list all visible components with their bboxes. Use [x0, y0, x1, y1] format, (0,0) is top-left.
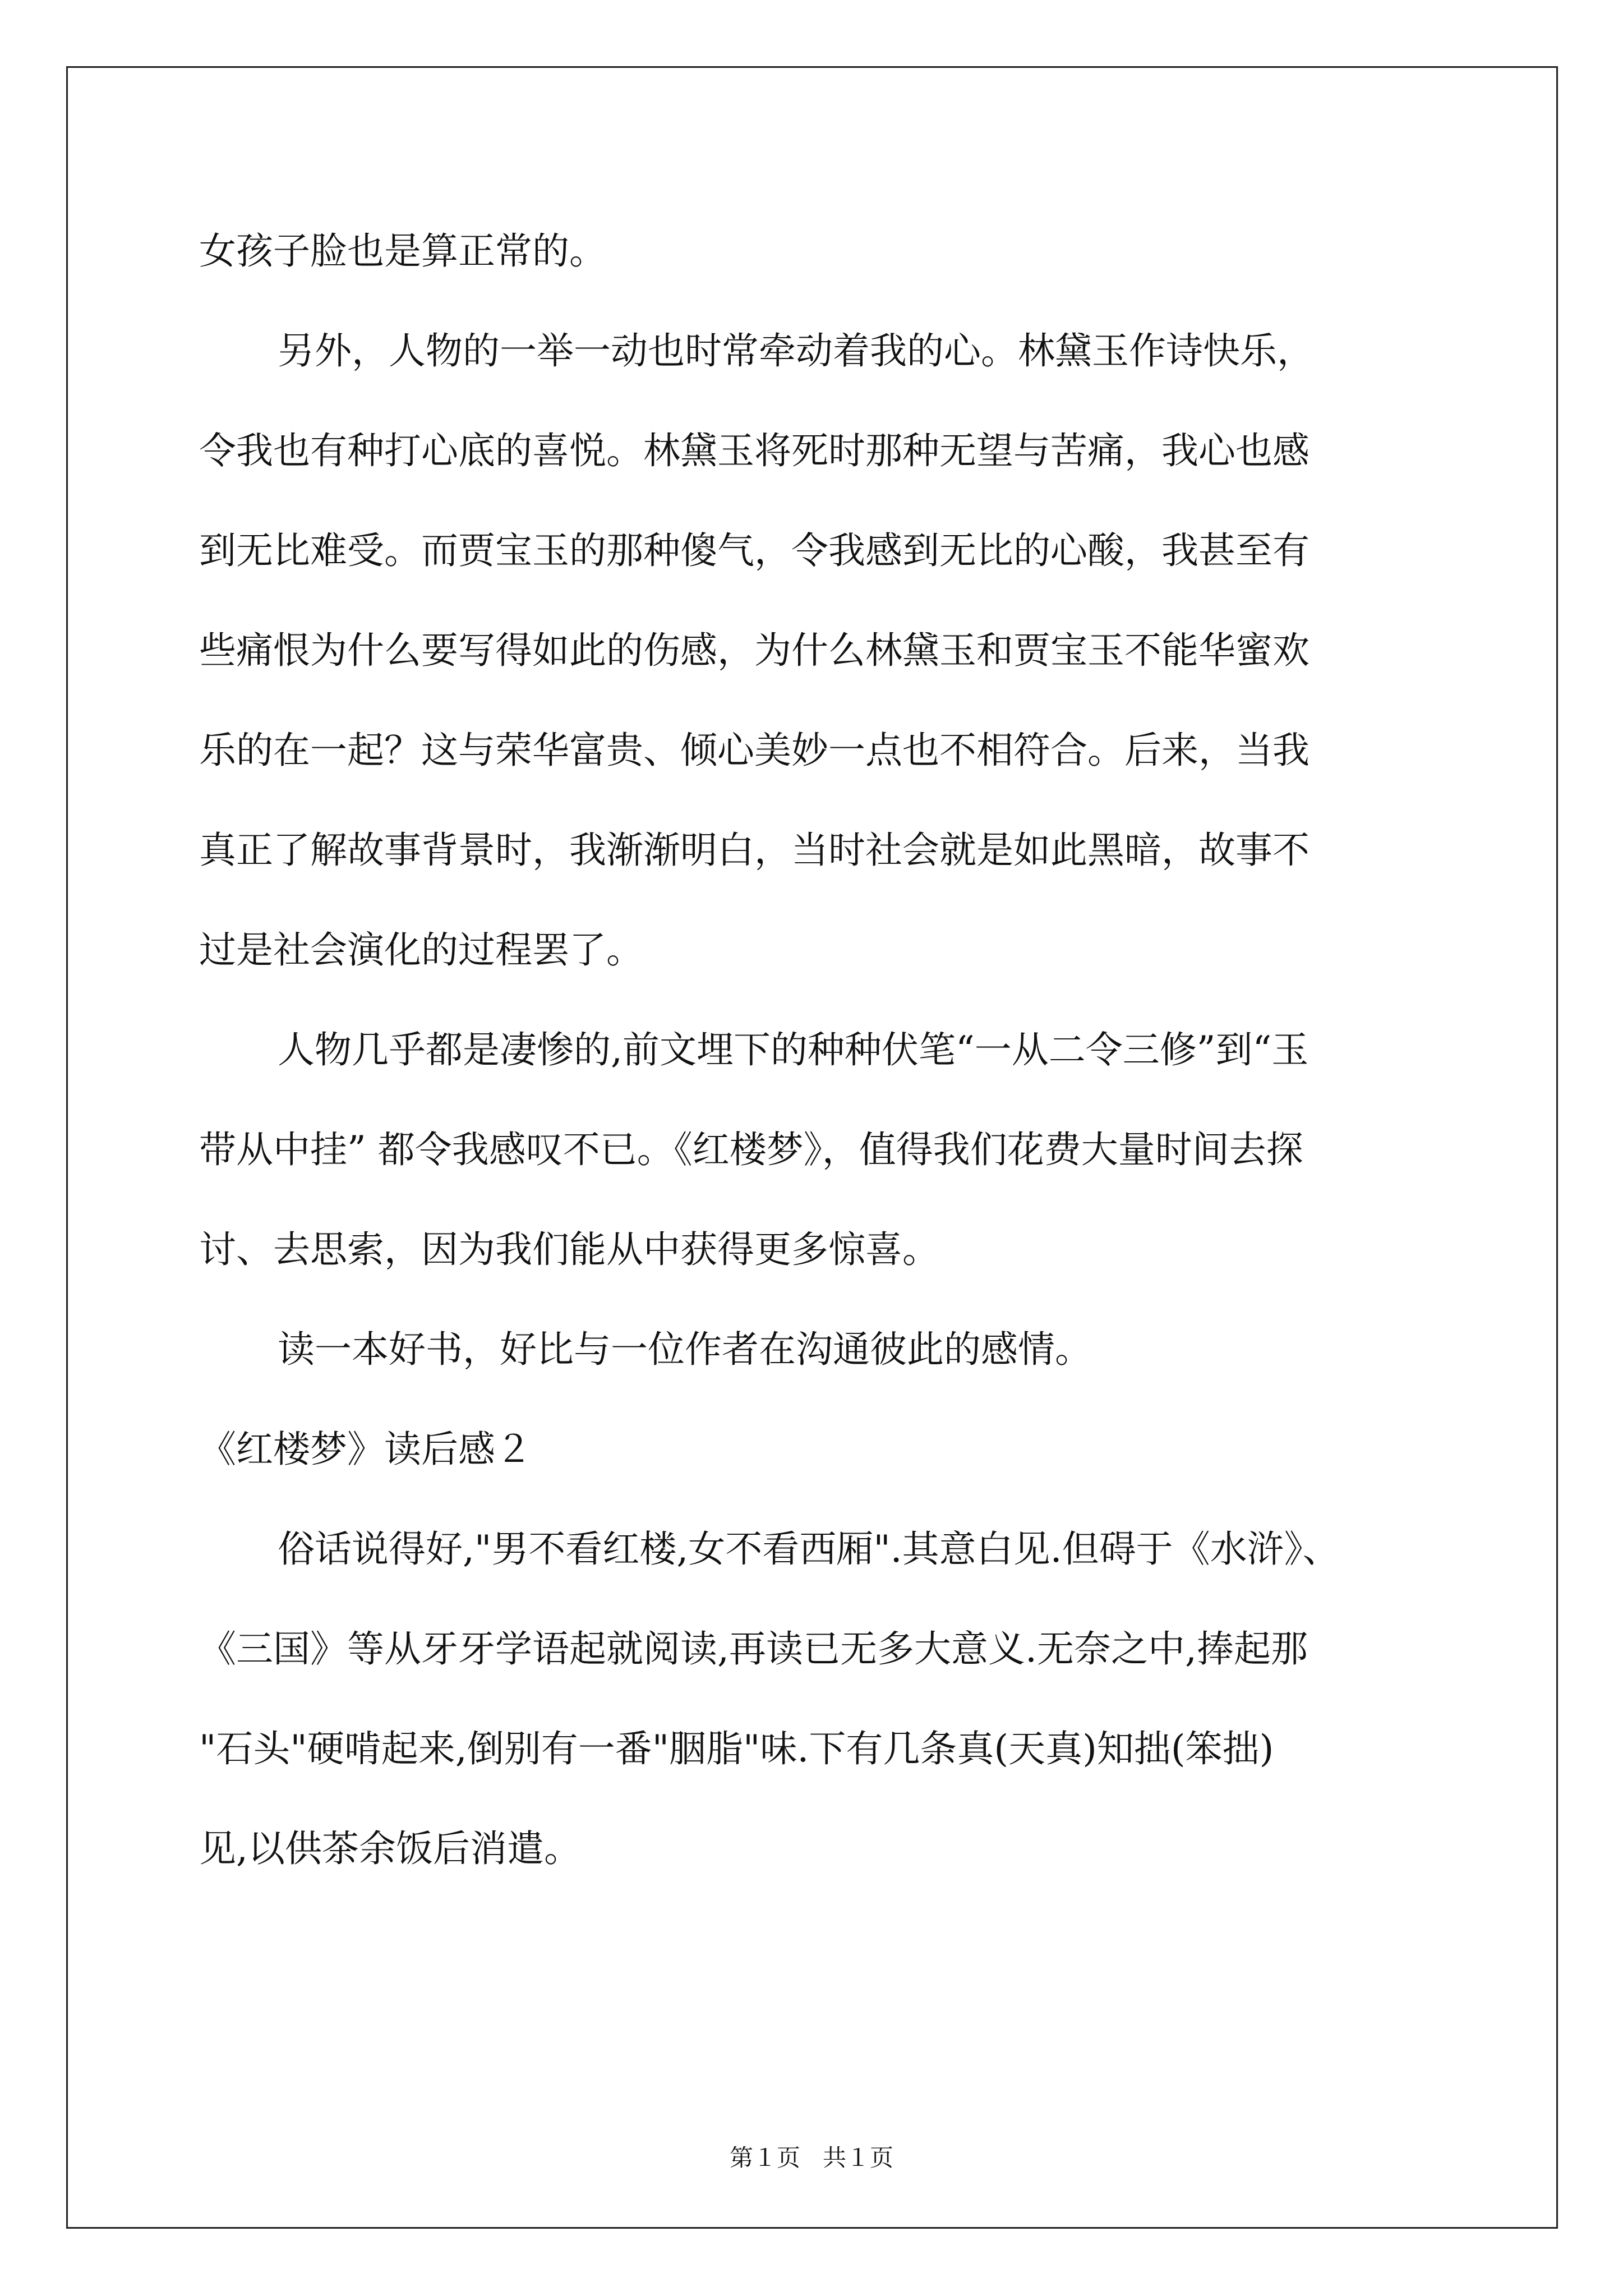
text-line: 见,以供茶余饭后消遣。 — [199, 1827, 581, 1870]
text-line: 过是社会演化的过程罢了。 — [199, 928, 643, 972]
text-line: 令我也有种打心底的喜悦。林黛玉将死时那种无望与苦痛，我心也感 — [199, 429, 1310, 472]
text-line: 乐的在一起？这与荣华富贵、倾心美妙一点也不相符合。后来，当我 — [199, 729, 1310, 772]
text-line: 讨、去思索，因为我们能从中获得更多惊喜。 — [199, 1228, 939, 1271]
text-line: 带从中挂” 都令我感叹不已。《红楼梦》，值得我们花费大量时间去探 — [199, 1128, 1303, 1171]
page-footer: 第１页 共１页 — [729, 2144, 894, 2171]
text-line: 真正了解故事背景时，我渐渐明白，当时社会就是如此黑暗，故事不 — [199, 829, 1310, 872]
text-line: 俗话说得好,"男不看红楼,女不看西厢".其意白见.但碍于《水浒》、 — [278, 1527, 1340, 1571]
text-line: "石头"硬啃起来,倒别有一番"胭脂"味.下有几条真(天真)知拙(笨拙) — [199, 1727, 1274, 1770]
section-title: 《红楼梦》读后感２ — [199, 1428, 532, 1471]
text-line: 《三国》等从牙牙学语起就阅读,再读已无多大意义.无奈之中,捧起那 — [199, 1627, 1308, 1671]
text-line: 些痛恨为什么要写得如此的伤感，为什么林黛玉和贾宝玉不能华蜜欢 — [199, 629, 1310, 672]
text-line: 另外，人物的一举一动也时常牵动着我的心。林黛玉作诗快乐， — [278, 329, 1314, 372]
text-line: 到无比难受。而贾宝玉的那种傻气，令我感到无比的心酸，我甚至有 — [199, 529, 1310, 572]
text-line: 女孩子脸也是算正常的。 — [199, 229, 606, 273]
text-line: 读一本好书，好比与一位作者在沟通彼此的感情。 — [278, 1328, 1092, 1371]
text-line: 人物几乎都是凄惨的,前文埋下的种种伏笔“一从二令三修”到“玉 — [278, 1028, 1309, 1071]
